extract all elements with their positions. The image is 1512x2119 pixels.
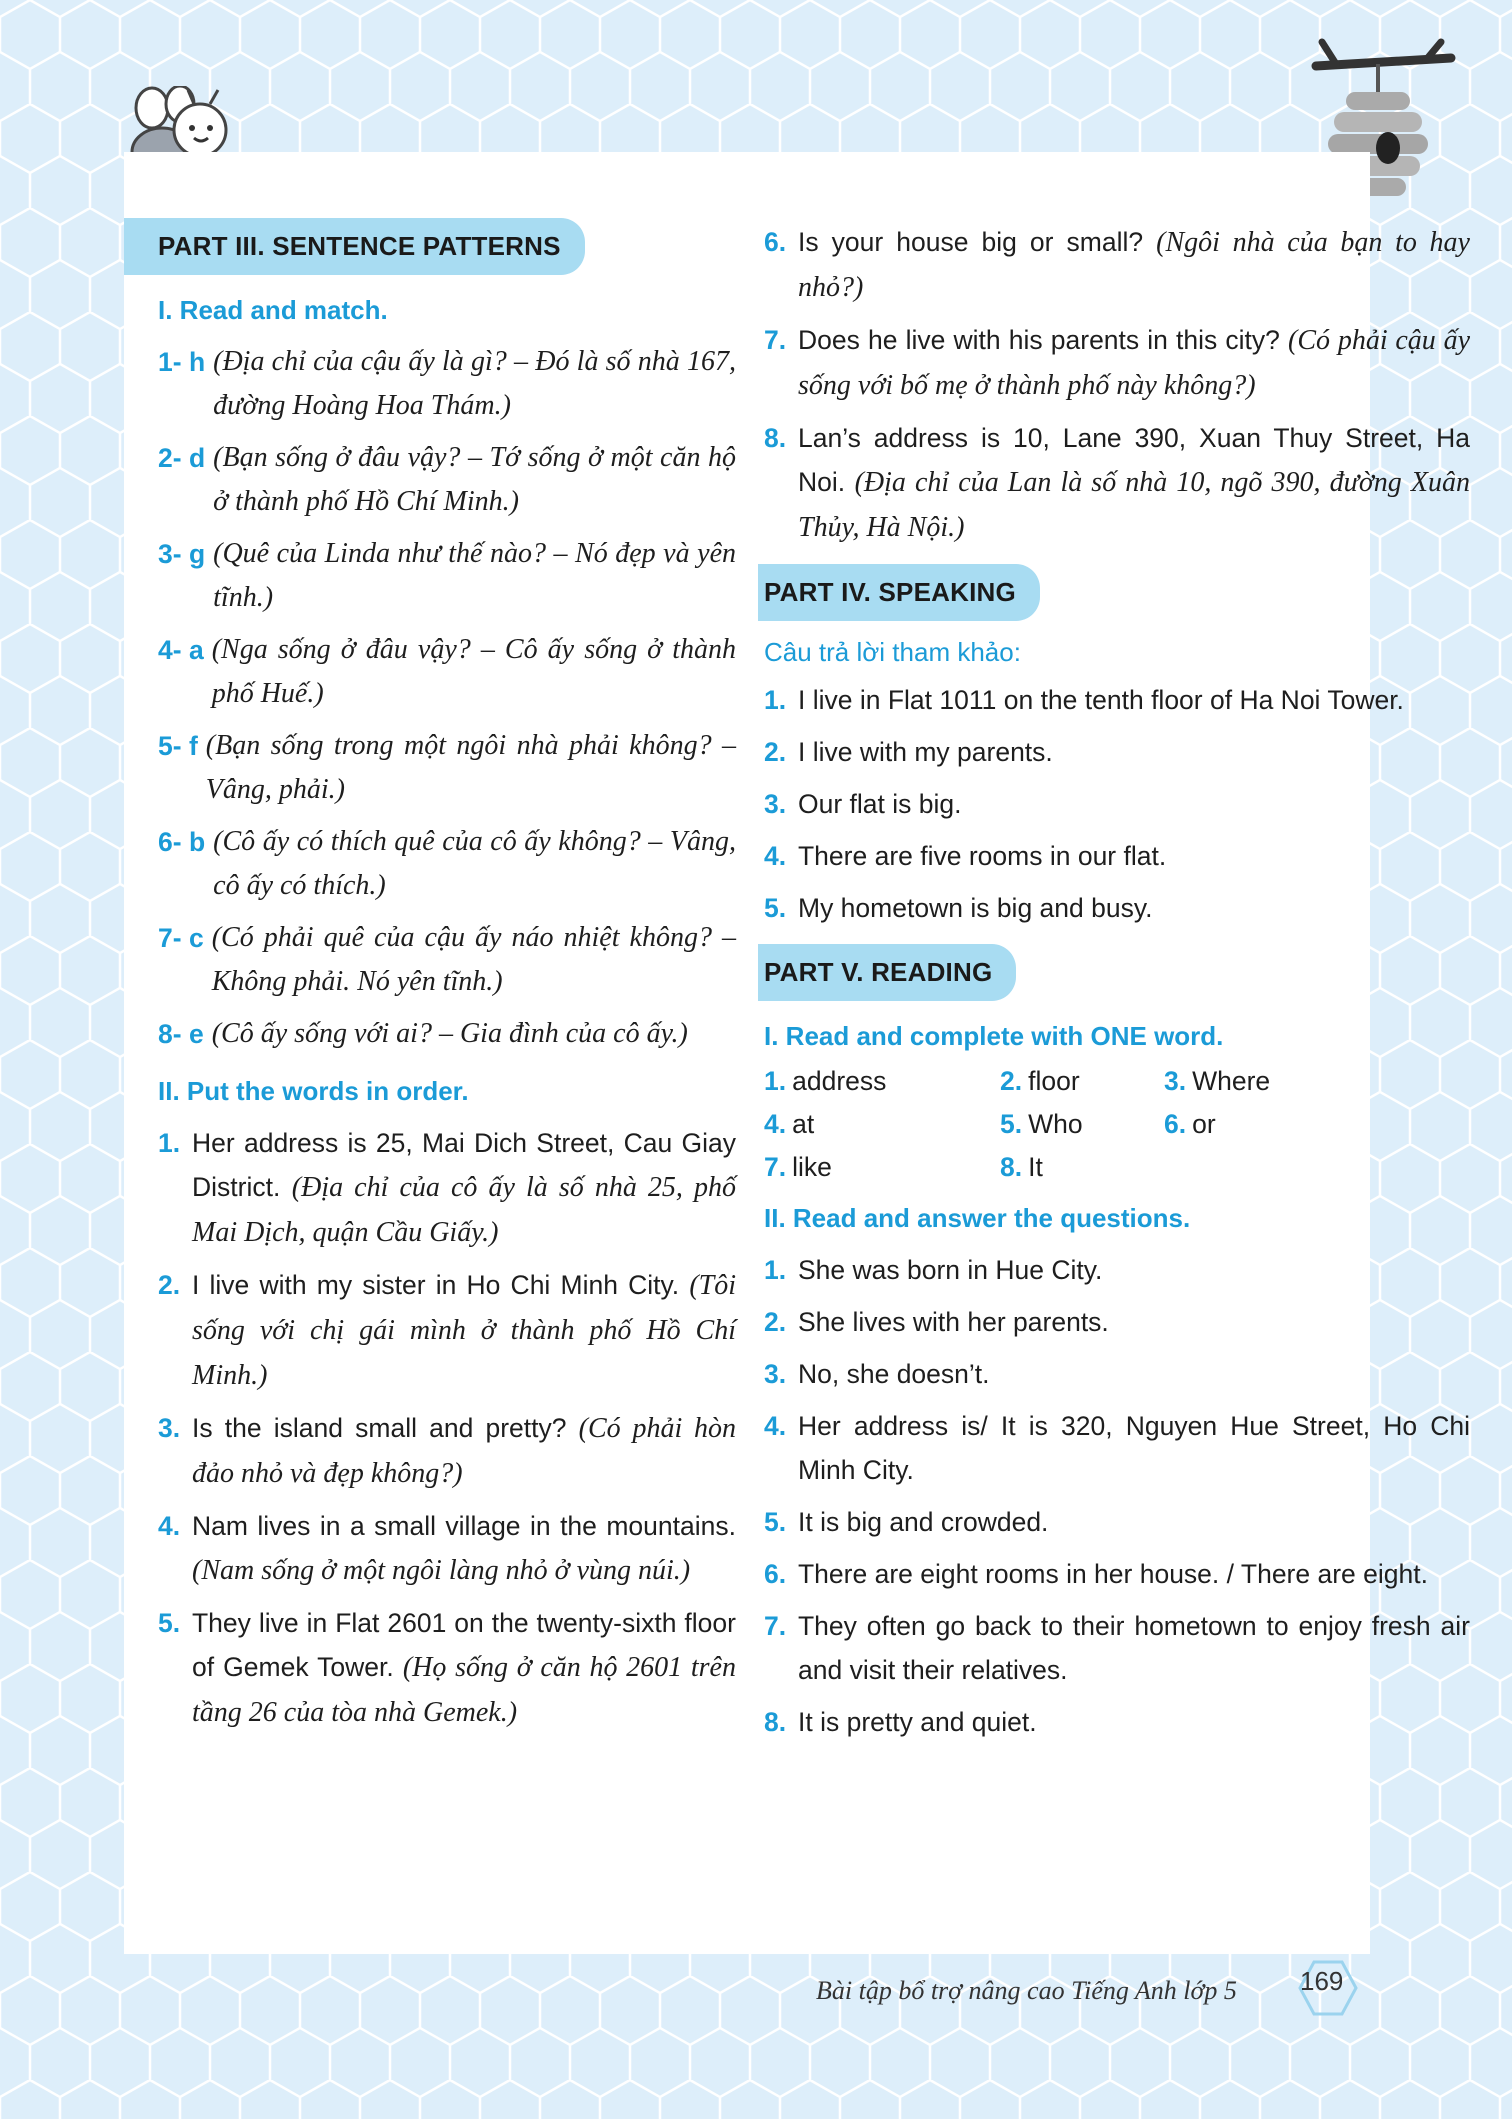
match-item: 2- d (Bạn sống ở đâu vậy? – Tớ sống ở một căn hộ ở thành phố Hồ Chí Minh.) — [158, 442, 736, 517]
order-item: 7. Does he live with his parents in this city? (Có phải cậu ấy sống với bố mẹ ở thành phố này không?) — [764, 325, 1470, 401]
answer-item: 2. She lives with her parents. — [764, 1307, 1109, 1337]
order-item: 5. They live in Flat 2601 on the twenty-sixth floor of Gemek Tower. (Họ sống ở căn hộ 2601 trên tầng 26 của tòa nhà Gemek.) — [158, 1608, 736, 1728]
answer-item: 3. No, she doesn’t. — [764, 1359, 990, 1389]
section-order-title: II. Put the words in order. — [158, 1076, 469, 1106]
word-answer: 8. It — [1000, 1152, 1043, 1182]
match-item: 8- e (Cô ấy sống với ai? – Gia đình của cô ấy.) — [158, 1018, 688, 1049]
speaking-item: 1. I live in Flat 1011 on the tenth floor of Ha Noi Tower. — [764, 685, 1404, 715]
answer-item: 4. Her address is/ It is 320, Nguyen Hue Street, Ho Chi Minh City. — [764, 1411, 1470, 1485]
word-answer: 2. floor — [1000, 1066, 1080, 1096]
section-complete-title: I. Read and complete with ONE word. — [764, 1021, 1224, 1051]
right-column — [764, 220, 1470, 1752]
part4-heading: PART IV. SPEAKING — [758, 564, 1040, 621]
speaking-item: 3. Our flat is big. — [764, 789, 962, 819]
answer-item: 8. It is pretty and quiet. — [764, 1707, 1037, 1737]
match-item: 1- h (Địa chỉ của cậu ấy là gì? – Đó là số nhà 167, đường Hoàng Hoa Thám.) — [158, 346, 736, 421]
speaking-item: 2. I live with my parents. — [764, 737, 1053, 767]
order-item: 4. Nam lives in a small village in the mountains. (Nam sống ở một ngôi làng nhỏ ở vùng núi.) — [158, 1511, 736, 1586]
match-item: 6- b (Cô ấy có thích quê của cô ấy không? – Vâng, cô ấy có thích.) — [158, 826, 736, 901]
match-item: 5- f (Bạn sống trong một ngôi nhà phải không? – Vâng, phải.) — [158, 730, 736, 805]
page-number: 169 — [1300, 1966, 1344, 1996]
order-item: 8. Lan’s address is 10, Lane 390, Xuan Thuy Street, Ha Noi. (Địa chỉ của Lan là số nhà 10, ngõ 390, đường Xuân Thủy, Hà Nội.) — [764, 423, 1470, 543]
order-item: 3. Is the island small and pretty? (Có phải hòn đảo nhỏ và đẹp không?) — [158, 1413, 737, 1489]
speaking-item: 5. My hometown is big and busy. — [764, 893, 1153, 923]
order-item: 2. I live with my sister in Ho Chi Minh City. (Tôi sống với chị gái mình ở thành phố Hồ Chí Minh.) — [158, 1270, 736, 1391]
match-item: 7- c (Có phải quê của cậu ấy náo nhiệt không? – Không phải. Nó yên tĩnh.) — [158, 922, 736, 997]
word-answer: 7. like — [764, 1152, 832, 1182]
word-answer: 1. address — [764, 1066, 887, 1096]
match-item: 3- g (Quê của Linda như thế nào? – Nó đẹp và yên tĩnh.) — [158, 538, 736, 613]
answer-item: 1. She was born in Hue City. — [764, 1255, 1103, 1285]
speaking-note: Câu trả lời tham khảo: — [764, 637, 1021, 667]
part5-heading: PART V. READING — [758, 944, 1016, 1001]
section-read-match-title: I. Read and match. — [158, 295, 388, 325]
word-answer: 6. or — [1164, 1109, 1216, 1139]
word-answers-grid — [764, 1066, 1470, 1183]
answer-item: 6. There are eight rooms in her house. / There are eight. — [764, 1559, 1428, 1589]
word-answer: 4. at — [764, 1109, 815, 1139]
order-item: 6. Is your house big or small? (Ngôi nhà của bạn to hay nhỏ?) — [764, 227, 1470, 303]
book-title: Bài tập bổ trợ nâng cao Tiếng Anh lớp 5 — [816, 1976, 1237, 2005]
word-answer: 5. Who — [1000, 1109, 1083, 1139]
speaking-item: 4. There are five rooms in our flat. — [764, 841, 1167, 871]
match-item: 4- a (Nga sống ở đâu vậy? – Cô ấy sống ở thành phố Huế.) — [158, 634, 736, 709]
word-answer: 3. Where — [1164, 1066, 1271, 1096]
answer-item: 7. They often go back to their hometown to enjoy fresh air and visit their relatives. — [764, 1611, 1470, 1685]
answer-key-panel — [124, 152, 1470, 1954]
section-answer-title: II. Read and answer the questions. — [764, 1203, 1191, 1233]
answer-item: 5. It is big and crowded. — [764, 1507, 1049, 1537]
part3-heading: PART III. SENTENCE PATTERNS — [124, 218, 585, 275]
left-column — [158, 218, 736, 1743]
order-item: 1. Her address is 25, Mai Dich Street, Cau Giay District. (Địa chỉ của cô ấy là số nhà 25, phố Mai Dịch, quận Cầu Giấy.) — [158, 1128, 736, 1248]
